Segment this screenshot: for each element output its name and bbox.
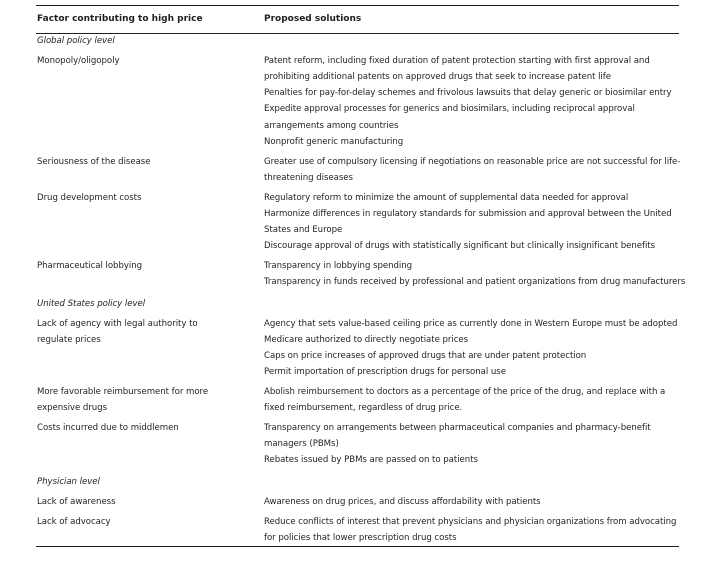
header-factor: Factor contributing to high price (37, 14, 203, 24)
solution-line: Abolish reimbursement to doctors as a percentage of the price of the drug, and replace with a (264, 387, 666, 397)
solution-line: Reduce conflicts of interest that prevent physicians and physician organizations from advocating (264, 516, 677, 527)
solution-line: Patent reform, including fixed duration of patent protection starting with first approval and (264, 56, 650, 67)
solution-line: threatening diseases (264, 172, 353, 183)
factor-cell: More favorable reimbursement for more (37, 387, 209, 397)
solution-line: Discourage approval of drugs with statistically significant but clinically insignificant benefits (264, 241, 656, 252)
table-header (36, 6, 679, 34)
section-title: United States policy level (37, 298, 146, 309)
solution-line: fixed reimbursement, regardless of drug price. (264, 403, 463, 414)
factor-cell: regulate prices (37, 334, 101, 345)
solution-line: Permit importation of prescription drugs for personal use (264, 366, 506, 377)
solution-line: for policies that lower prescription drug costs (264, 532, 457, 543)
solution-line: Medicare authorized to directly negotiate prices (264, 334, 469, 345)
factor-cell: Lack of agency with legal authority to (37, 318, 198, 329)
solution-line: Penalties for pay-for-delay schemes and frivolous lawsuits that delay generic or biosimilar entry (264, 88, 672, 99)
solution-line: Expedite approval processes for generics and biosimilars, including reciprocal approval (264, 104, 635, 115)
solution-line: Nonprofit generic manufacturing (264, 136, 404, 147)
solution-line: Agency that sets value-based ceiling price as currently done in Western Europe must be adopted (264, 318, 678, 329)
table-body (36, 34, 686, 546)
factor-cell: Drug development costs (37, 192, 142, 203)
section-title: Physician level (37, 476, 100, 487)
solution-line: Rebates issued by PBMs are passed on to patients (264, 455, 478, 466)
factors-table (36, 5, 686, 547)
solution-line: Awareness on drug prices, and discuss affordability with patients (264, 496, 541, 507)
solution-line: prohibiting additional patents on approved drugs that seek to increase patent life (264, 72, 611, 83)
solution-line: Transparency in funds received by professional and patient organizations from drug manufacturers (264, 277, 686, 288)
factor-cell: Lack of advocacy (37, 516, 111, 527)
solution-line: Transparency in lobbying spending (264, 261, 413, 272)
factor-cell: Monopoly/oligopoly (37, 56, 120, 67)
solution-line: Regulatory reform to minimize the amount of supplemental data needed for approval (264, 192, 629, 203)
factor-cell: Pharmaceutical lobbying (37, 261, 143, 272)
header-solutions: Proposed solutions (264, 14, 362, 24)
section-title: Global policy level (37, 36, 115, 46)
solution-line: managers (PBMs) (264, 439, 339, 450)
factor-cell: expensive drugs (37, 403, 107, 414)
factor-cell: Lack of awareness (37, 496, 116, 507)
solution-line: arrangements among countries (264, 120, 399, 131)
factor-cell: Costs incurred due to middlemen (37, 423, 179, 434)
solution-line: States and Europe (264, 225, 343, 236)
solution-line: Greater use of compulsory licensing if negotiations on reasonable price are not successful for life- (264, 156, 681, 167)
solution-line: Transparency on arrangements between pharmaceutical companies and pharmacy-benefit (264, 423, 651, 434)
solution-line: Caps on price increases of approved drugs that are under patent protection (264, 350, 587, 361)
factor-cell: Seriousness of the disease (37, 156, 151, 167)
solution-line: Harmonize differences in regulatory standards for submission and approval between the United (264, 209, 672, 219)
